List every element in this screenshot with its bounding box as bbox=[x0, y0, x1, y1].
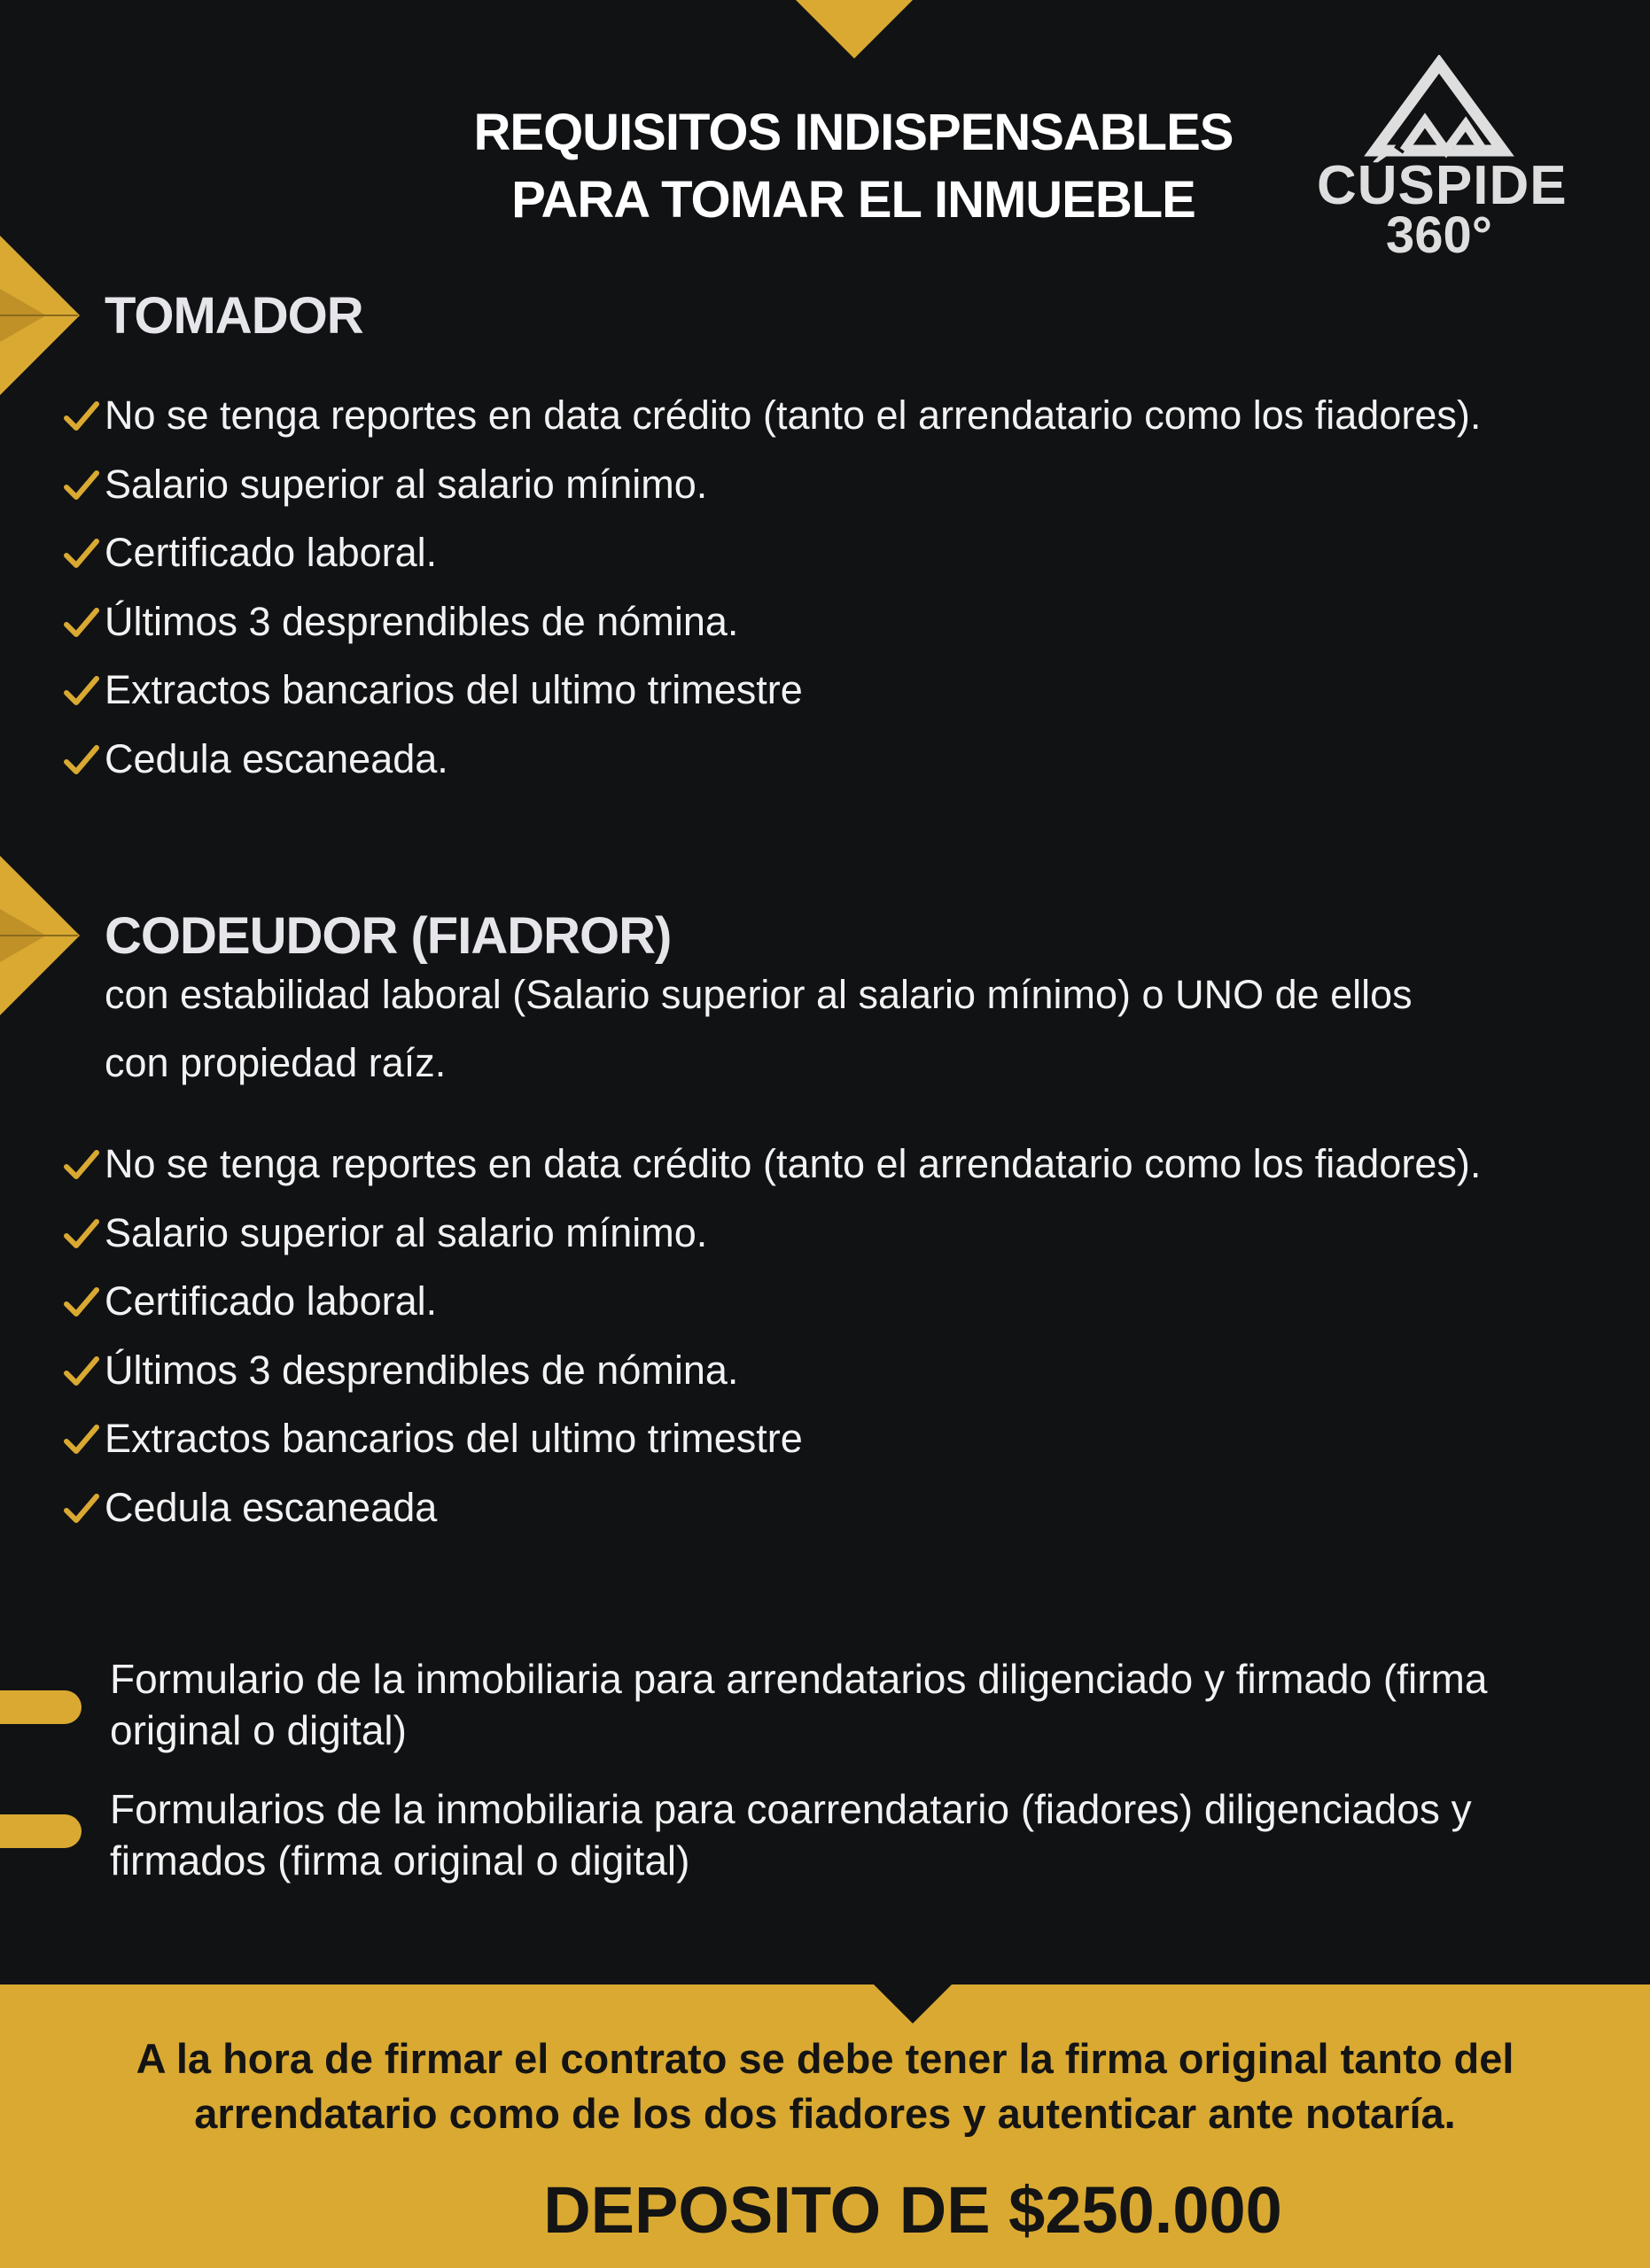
form-note-coarrendatario: Formularios de la inmobiliaria para coarrendatario (fiadores) diligenciados y firmados (firma original o digital) bbox=[110, 1786, 1472, 1884]
title-line-1: REQUISITOS INDISPENSABLES bbox=[473, 104, 1234, 161]
list-item-text: Certificado laboral. bbox=[105, 530, 438, 575]
cuspide-logo bbox=[1317, 55, 1568, 264]
list-item bbox=[64, 381, 1535, 450]
list-item bbox=[64, 725, 1535, 794]
check-icon bbox=[64, 744, 99, 776]
check-icon bbox=[64, 538, 99, 570]
list-item bbox=[64, 518, 1535, 587]
list-item bbox=[64, 1267, 1535, 1336]
codeudor-heading: CODEUDOR (FIADROR) bbox=[105, 907, 672, 965]
mountain-peaks-icon bbox=[1317, 55, 1561, 161]
form-note-arrendatarios: Formulario de la inmobiliaria para arrendatarios diligenciado y firmado (firma original o digital) bbox=[110, 1656, 1488, 1753]
list-item bbox=[64, 1130, 1535, 1199]
section-arrow-marker bbox=[0, 236, 80, 395]
list-item-text: Salario superior al salario mínimo. bbox=[105, 461, 708, 507]
list-item-text: Salario superior al salario mínimo. bbox=[105, 1209, 708, 1255]
footer-signature-note: A la hora de firmar el contrato se debe tener la firma original tanto del arrendatario como de los dos fiadores y autenticar ante notaría. bbox=[136, 2035, 1514, 2137]
list-item-text: No se tenga reportes en data crédito (tanto el arrendatario como los fiadores). bbox=[105, 1141, 1482, 1186]
list-item bbox=[64, 450, 1535, 519]
check-icon bbox=[64, 607, 99, 639]
title-line-2: PARA TOMAR EL INMUEBLE bbox=[511, 171, 1195, 229]
list-item-text: Cedula escaneada bbox=[105, 1484, 438, 1530]
list-item bbox=[64, 1199, 1535, 1268]
logo-wordmark: CÚSPIDE bbox=[1317, 155, 1568, 216]
list-item bbox=[64, 1336, 1535, 1405]
check-icon bbox=[64, 1149, 99, 1181]
check-icon bbox=[64, 1218, 99, 1250]
logo-number: 360° bbox=[1386, 206, 1492, 264]
check-icon bbox=[64, 1493, 99, 1525]
list-item bbox=[64, 656, 1535, 725]
check-icon bbox=[64, 1424, 99, 1456]
check-icon bbox=[64, 1355, 99, 1387]
list-item-text: Extractos bancarios del ultimo trimestre bbox=[105, 667, 803, 712]
deposit-amount: DEPOSITO DE $250.000 bbox=[543, 2173, 1282, 2247]
footer-notch-decoration bbox=[874, 1984, 952, 2023]
list-item-text: Últimos 3 desprendibles de nómina. bbox=[105, 1347, 739, 1393]
check-icon bbox=[64, 470, 99, 501]
list-item-text: Certificado laboral. bbox=[105, 1278, 438, 1324]
list-item-text: Últimos 3 desprendibles de nómina. bbox=[105, 598, 739, 644]
codeudor-requirements-list bbox=[64, 1130, 1535, 1542]
list-item bbox=[64, 587, 1535, 656]
tomador-requirements-list bbox=[64, 381, 1535, 793]
list-item bbox=[64, 1404, 1535, 1473]
top-notch-decoration bbox=[796, 0, 913, 58]
check-icon bbox=[64, 400, 99, 432]
list-item-text: Extractos bancarios del ultimo trimestre bbox=[105, 1416, 803, 1461]
check-icon bbox=[64, 675, 99, 707]
list-item-text: No se tenga reportes en data crédito (tanto el arrendatario como los fiadores). bbox=[105, 392, 1482, 438]
form-note-marker bbox=[0, 1814, 82, 1848]
codeudor-description: con estabilidad laboral (Salario superior al salario mínimo) o UNO de ellos con propiedad raíz. bbox=[105, 972, 1413, 1085]
list-item bbox=[64, 1473, 1535, 1542]
form-note-marker bbox=[0, 1690, 82, 1724]
section-arrow-marker bbox=[0, 856, 80, 1015]
tomador-heading: TOMADOR bbox=[105, 287, 363, 345]
list-item-text: Cedula escaneada. bbox=[105, 735, 448, 781]
check-icon bbox=[64, 1286, 99, 1318]
page-title bbox=[382, 99, 1325, 234]
